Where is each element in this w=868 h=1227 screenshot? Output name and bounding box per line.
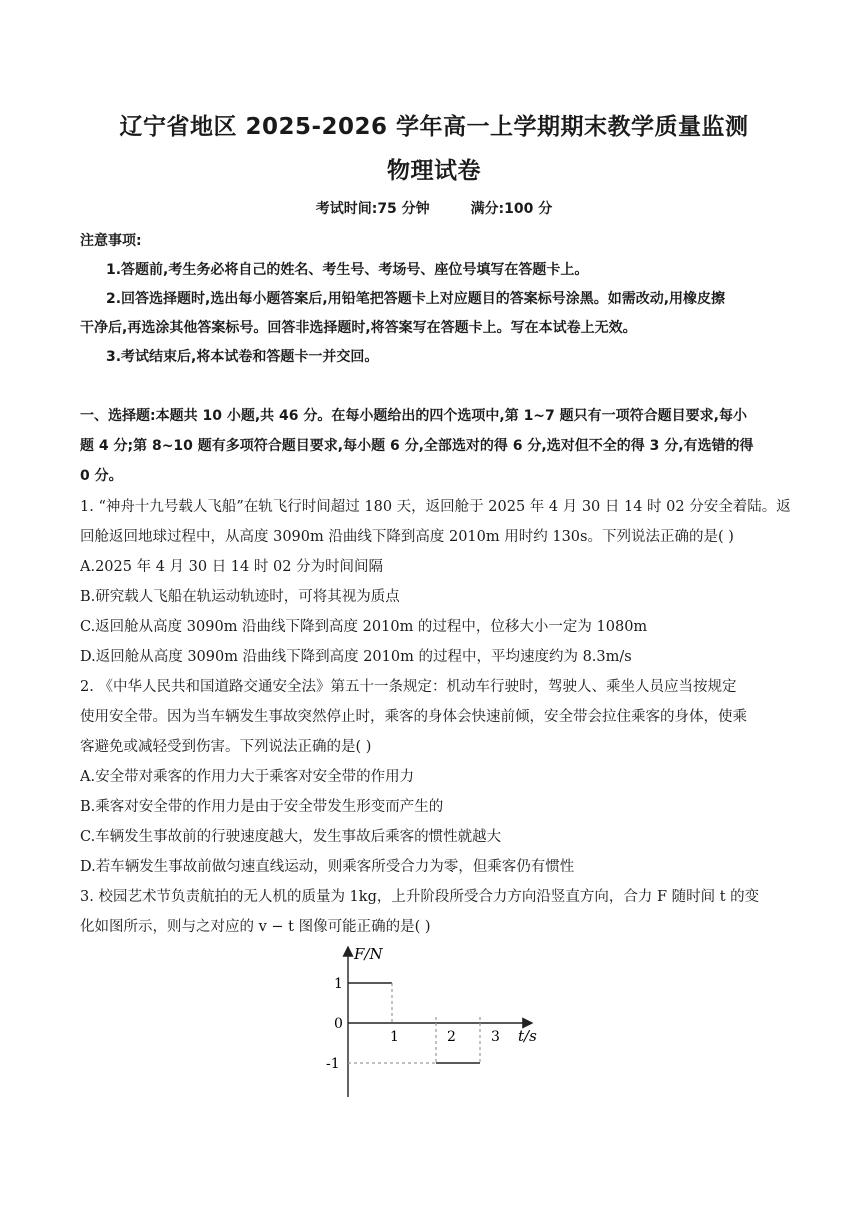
q1-stem-line-1: 1. “神舟十九号载人飞船”在轨飞行时间超过 180 天，返回舱于 2025 年 4 月 30 日 14 时 02 分安全着陆。返 <box>80 499 791 515</box>
x-tick-3: 3 <box>491 1029 500 1045</box>
note-item-1: 1.答题前,考生务必将自己的姓名、考生号、考场号、座位号填写在答题卡上。 <box>106 262 589 278</box>
section-1-line-1: 一、选择题:本题共 10 小题,共 46 分。在每小题给出的四个选项中,第 1~7 题只有一项符合题目要求,每小 <box>80 408 747 424</box>
q2-option-d: D.若车辆发生事故前做匀速直线运动，则乘客所受合力为零，但乘客仍有惯性 <box>80 859 575 875</box>
q2-option-c: C.车辆发生事故前的行驶速度越大，发生事故后乘客的惯性就越大 <box>80 829 502 845</box>
section-1-line-2: 题 4 分;第 8~10 题有多项符合题目要求,每小题 6 分,全部选对的得 6 分,选对但不全的得 3 分,有选错的得 <box>80 438 754 454</box>
q1-option-a: A.2025 年 4 月 30 日 14 时 02 分为时间间隔 <box>80 559 384 575</box>
x-tick-2: 2 <box>447 1029 456 1045</box>
q2-option-a: A.安全带对乘客的作用力大于乘客对安全带的作用力 <box>80 769 415 785</box>
x-tick-1: 1 <box>390 1029 399 1045</box>
note-item-2-line-2: 干净后,再选涂其他答案标号。回答非选择题时,将答案写在答题卡上。写在本试卷上无效。 <box>80 320 637 336</box>
force-time-graph <box>310 935 550 1105</box>
exam-meta <box>0 198 868 218</box>
section-1-line-3: 0 分。 <box>80 468 123 484</box>
note-item-3: 3.考试结束后,将本试卷和答题卡一并交回。 <box>106 349 379 365</box>
full-score: 满分:100 分 <box>470 201 553 217</box>
q2-stem-line-3: 客避免或减轻受到伤害。下列说法正确的是( ) <box>80 739 372 755</box>
y-tick-1: 1 <box>334 976 343 992</box>
y-axis-label: F/N <box>354 945 383 963</box>
q2-stem-line-2: 使用安全带。因为当车辆发生事故突然停止时，乘客的身体会快速前倾，安全带会拉住乘客的身体，使乘 <box>80 709 747 725</box>
q1-option-b: B.研究载人飞船在轨运动轨迹时，可将其视为质点 <box>80 589 400 605</box>
q2-stem-line-1: 2. 《中华人民共和国道路交通安全法》第五十一条规定：机动车行驶时，驾驶人、乘坐人员应当按规定 <box>80 679 737 695</box>
notes-heading: 注意事项: <box>80 233 142 249</box>
exam-time: 考试时间:75 分钟 <box>315 201 430 217</box>
exam-subtitle: 物理试卷 <box>387 158 481 184</box>
q3-stem-line-1: 3. 校园艺术节负责航拍的无人机的质量为 1kg，上升阶段所受合力方向沿竖直方向，合力 F 随时间 t 的变 <box>80 889 760 905</box>
q1-option-d: D.返回舱从高度 3090m 沿曲线下降到高度 2010m 的过程中，平均速度约为 8.3m/s <box>80 649 632 665</box>
origin-label: 0 <box>334 1016 343 1032</box>
q1-stem-line-2: 回舱返回地球过程中，从高度 3090m 沿曲线下降到高度 2010m 用时约 130s。下列说法正确的是( ) <box>80 529 734 545</box>
x-axis-label: t/s <box>518 1027 537 1045</box>
q1-option-c: C.返回舱从高度 3090m 沿曲线下降到高度 2010m 的过程中，位移大小一定为 1080m <box>80 619 648 635</box>
exam-title: 辽宁省地区 2025-2026 学年高一上学期期末教学质量监测 <box>119 114 749 140</box>
q3-stem-line-2: 化如图所示，则与之对应的 v − t 图像可能正确的是( ) <box>80 919 431 935</box>
q2-option-b: B.乘客对安全带的作用力是由于安全带发生形变而产生的 <box>80 799 444 815</box>
note-item-2-line-1: 2.回答选择题时,选出每小题答案后,用铅笔把答题卡上对应题目的答案标号涂黑。如需改动,用橡皮擦 <box>106 291 726 307</box>
y-tick-neg1: -1 <box>326 1056 340 1072</box>
